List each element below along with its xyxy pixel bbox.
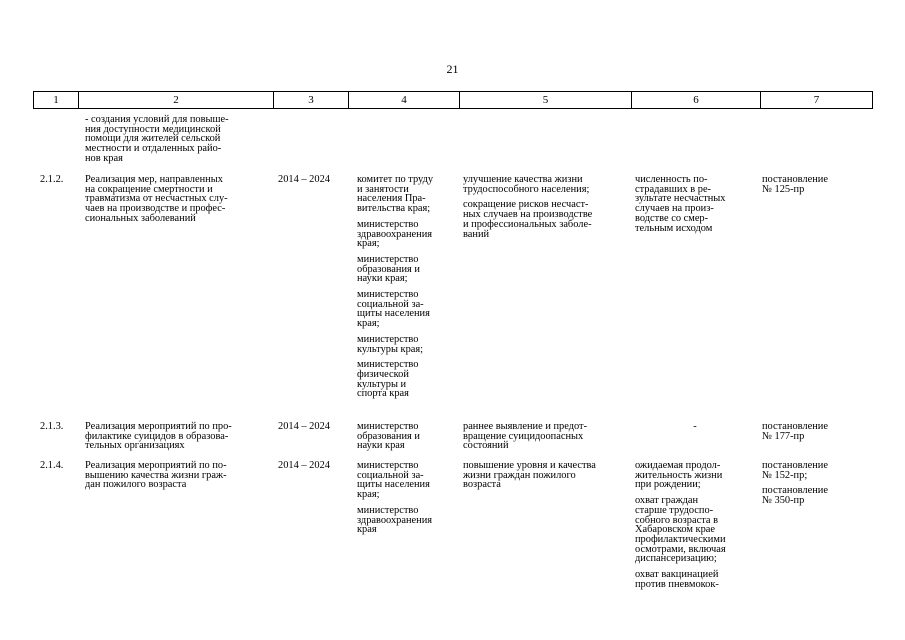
results-cell [463, 461, 596, 490]
executor: министерство образования и науки края; [357, 253, 420, 285]
executor: министерство социальной за- щиты населения края; [357, 289, 430, 330]
executor: министерство культуры края; [357, 333, 424, 355]
period: 2014 – 2024 [278, 460, 330, 471]
row-number: 2.1.4. [40, 460, 64, 471]
header-col-6: 6 [632, 92, 761, 109]
indicator: численность по- страдавших в ре- зультате несчастных случаев на произ- водстве со смер- тельным исходом [635, 174, 726, 234]
result: раннее выявление и предот- вращение суицидоопасных состояний [463, 421, 588, 452]
row-number: 2.1.2. [40, 174, 64, 185]
header-col-3: 3 [274, 92, 349, 109]
header-col-4: 4 [349, 92, 460, 109]
row-number: 2.1.3. [40, 421, 64, 432]
measure-name: Реализация мер, направленных на сокращение смертности и травматизма от несчастных слу- чаев на производстве и профес- сиональных заболеваний [85, 174, 228, 224]
doc: постановление № 152-пр; [762, 460, 828, 481]
executors-cell [357, 461, 432, 535]
page-number: 21 [446, 62, 459, 76]
period: 2014 – 2024 [278, 421, 330, 432]
indicator: - [693, 421, 697, 432]
header-col-7: 7 [761, 92, 873, 109]
measure-name: Реализация мероприятий по по- вышению качества жизни граж- дан пожилого возраста [85, 460, 227, 491]
indicators-cell [635, 461, 726, 589]
period: 2014 – 2024 [278, 174, 330, 185]
results-cell [463, 175, 592, 239]
indicator: охват вакцинацией против пневмокок- [635, 569, 719, 590]
measure-name: Реализация мероприятий по про- филактике суицидов в образова- тельных организациях [85, 421, 232, 452]
result: повышение уровня и качества жизни граждан пожилого возраста [463, 460, 596, 491]
executors-cell [357, 422, 420, 451]
docs-cell [762, 175, 828, 194]
executor: министерство социальной за- щиты населения края; [357, 460, 430, 501]
continuation-text: - создания условий для повыше- ния доступности медицинской помощи для жителей сельской местности и отдаленных райо- нов края [85, 114, 229, 164]
indicators-cell [635, 175, 725, 233]
doc: постановление № 350-пр [762, 485, 828, 507]
result: сокращение рисков несчаст- ных случаев на производстве и профессиональных заболе- ваний [463, 199, 593, 240]
header-row [34, 92, 873, 109]
indicator: ожидаемая продол- жительность жизни при рождении; [635, 460, 723, 491]
executor: комитет по труду и занятости населения Пра- вительства края; [357, 174, 434, 215]
indicators-cell [635, 422, 755, 432]
doc: постановление № 177-пр [762, 421, 828, 442]
executor: министерство физической культуры и спорта края [357, 359, 419, 400]
executors-cell [357, 175, 433, 399]
results-cell [463, 422, 587, 451]
result: улучшение качества жизни трудоспособного населения; [463, 174, 590, 195]
docs-cell [762, 461, 828, 506]
continuation-cell [85, 115, 229, 164]
header-col-5: 5 [460, 92, 632, 109]
header-col-2: 2 [79, 92, 274, 109]
header-col-1: 1 [34, 92, 79, 109]
docs-cell [762, 422, 828, 441]
doc: постановление № 125-пр [762, 174, 828, 195]
executor: министерство здравоохранения края; [357, 218, 433, 250]
executor: министерство образования и науки края [357, 421, 420, 452]
executor: министерство здравоохранения края [357, 504, 433, 536]
table-header [33, 91, 873, 109]
indicator: охват граждан старше трудоспо- собного возраста в Хабаровском крае профилактическими осмотрами, включая диспансеризацию; [635, 495, 726, 565]
